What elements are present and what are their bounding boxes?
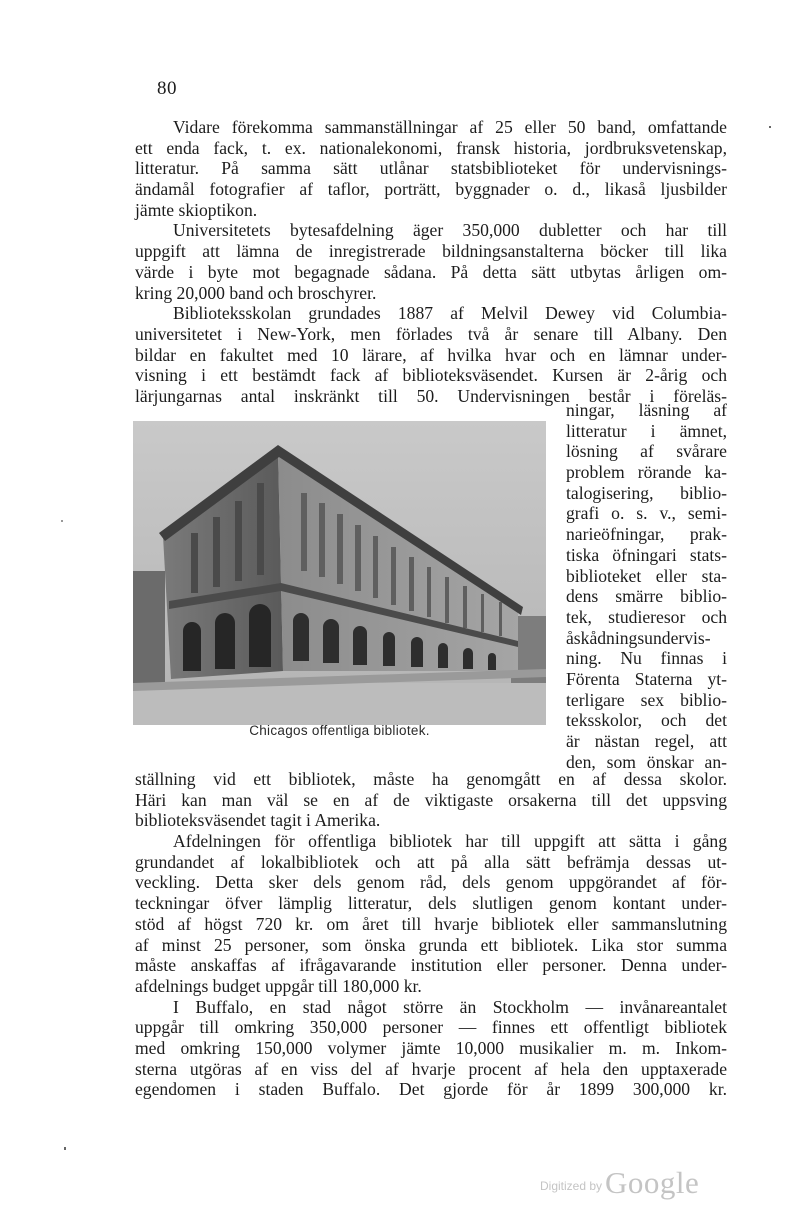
figure-caption: Chicagos offentliga bibliotek. [249, 723, 430, 738]
text-line: ett enda fack, t. ex. nationalekonomi, fransk historia, jordbruksvetenskap, [135, 137, 727, 158]
text-line: ning. Nu finnas i [566, 648, 727, 669]
text-line: lösning af svårare [566, 441, 727, 462]
text-line: narieöfningar, prak- [566, 524, 727, 545]
text-line: är nästan regel, att [566, 731, 727, 751]
text-line: den, som önskar an- [566, 751, 727, 772]
watermark-prefix: Digitized by [540, 1179, 603, 1193]
text-line: Universitetets bytesafdelning äger 350,000 dubletter och har till [173, 220, 727, 241]
text-line: Biblioteksskolan grundades 1887 af Melvil Dewey vid Columbia- [173, 303, 727, 324]
body-text-bottom [135, 769, 727, 1100]
text-line: Vidare förekomma sammanställningar af 25 eller 50 band, omfattande [173, 117, 727, 137]
text-line: värde i byte mot begagnade sådana. På detta sätt utbytas årligen om- [135, 261, 727, 282]
body-text-side-column [566, 400, 727, 772]
library-photo [133, 421, 546, 725]
text-line: I Buffalo, en stad något större än Stockholm — invånareantalet [173, 996, 727, 1017]
text-line: tek, studieresor och [566, 606, 727, 627]
text-line: jämte skioptikon. [135, 199, 258, 220]
text-line: litteratur i ämnet, [566, 420, 727, 441]
text-line: tiska öfningari stats- [566, 544, 727, 565]
text-line: åskådningsundervis- [566, 627, 711, 648]
text-line: bildar en fakultet med 10 lärare, af hvilka hvar och en lämnar under- [135, 344, 727, 365]
google-logo: Google [605, 1165, 700, 1200]
body-text-top [135, 117, 727, 407]
text-line: lärjungarnas antal inskränkt till 50. Undervisningen består i föreläs- [135, 385, 727, 406]
digitized-watermark [540, 1165, 699, 1201]
text-line: teksskolor, och det [566, 710, 727, 731]
text-line: uppgift att lämna de inregistrerade bildningsanstalterna böcker till lika [135, 241, 727, 262]
text-line: Förenta Staterna yt- [566, 668, 727, 689]
text-line: egendomen i staden Buffalo. Det gjorde för år 1899 300,000 kr. [135, 1079, 727, 1100]
text-line: visning i ett bestämdt fack af biblioteksväsendet. Kursen är 2-årig och [135, 365, 727, 386]
text-line: måste anskaffas af ifrågavarande institution eller personer. Denna under- [135, 955, 727, 976]
text-line: terligare sex biblio- [566, 689, 727, 710]
figure-chicago-library [133, 421, 546, 743]
text-line: biblioteksväsendet tagit i Amerika. [135, 810, 381, 831]
text-line: ställning vid ett bibliotek, måste ha genomgått en af dessa skolor. [135, 769, 727, 789]
text-line: sterna utgöras af en viss del af hvarje procent af hela den upptaxerade [135, 1058, 727, 1079]
text-line: litteratur. På samma sätt utlånar statsbiblioteket för undervisnings- [135, 158, 727, 179]
text-line: dens smärre biblio- [566, 586, 727, 607]
text-line: veckling. Detta sker dels genom råd, dels genom uppgörandet af för- [135, 872, 727, 893]
text-line: talogisering, biblio- [566, 482, 727, 503]
text-line: universitetet i New-York, men förlades två år senare till Albany. Den [135, 323, 727, 344]
text-line: grundandet af lokalbibliotek och att på alla sätt befrämja dessas ut- [135, 851, 727, 872]
page-number: 80 [157, 78, 177, 99]
text-line: biblioteket eller sta- [566, 565, 727, 586]
text-line: Afdelningen för offentliga bibliotek har till uppgift att sätta i gång [173, 831, 727, 852]
text-line: med omkring 150,000 volymer jämte 10,000 musikalier m. m. Inkom- [135, 1037, 727, 1058]
text-line: af minst 25 personer, som önska grunda ett bibliotek. Lika stor summa [135, 934, 727, 955]
scan-speck [769, 126, 771, 128]
scan-speck [64, 1147, 66, 1150]
text-line: ningar, läsning af [566, 400, 727, 420]
text-line: ändamål fotografier af taflor, porträtt, byggnader o. d., likaså ljusbilder [135, 179, 727, 200]
text-line: Häri kan man väl se en af de viktigaste orsakerna till det uppsving [135, 789, 727, 810]
text-line: stöd af högst 720 kr. om året till hvarje bibliotek eller sammanslutning [135, 913, 727, 934]
text-line: kring 20,000 band och broschyrer. [135, 282, 377, 303]
text-line: afdelnings budget uppgår till 180,000 kr. [135, 975, 422, 996]
text-line: problem rörande ka- [566, 462, 727, 483]
text-line: grafi o. s. v., semi- [566, 503, 727, 524]
text-line: uppgår till omkring 350,000 personer — finnes ett offentligt bibliotek [135, 1017, 727, 1038]
scan-speck [61, 520, 63, 522]
text-line: teckningar öfver lämplig litteratur, dels slutligen genom kontant under- [135, 893, 727, 914]
